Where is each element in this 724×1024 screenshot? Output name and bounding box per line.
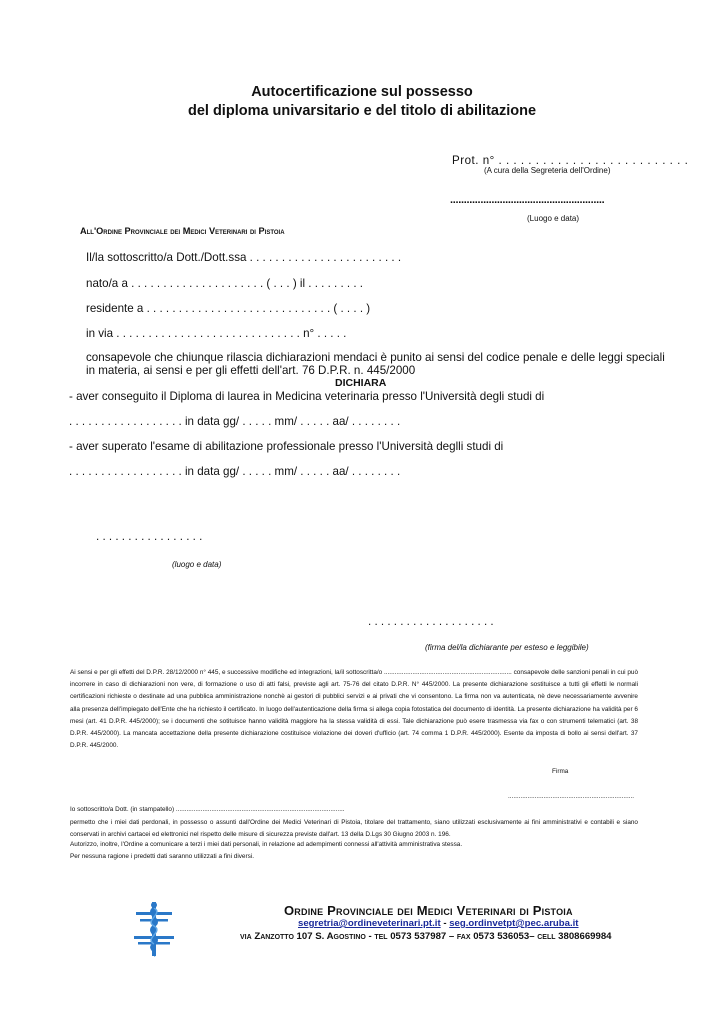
footer-org-name: Ordine Provinciale dei Medici Veterinari di Pistoia — [284, 903, 573, 918]
footer-email-separator: - — [443, 918, 447, 929]
privacy-paragraph: permetto che i miei dati perdonali, in possesso o assunti dall'Ordine dei Medici Veterinari di Pistoia, titolare del trattamento, siano utilizzati esclusivamente ai fini amministrativi e contabili e siano conservati in archivi cartacei ed elettronici nel rispetto delle misure di sicurezza previste dall'art. 13 della D.Lgs 30 Giugno 2003 n. 196. — [70, 819, 638, 839]
place-date-label: (Luogo e data) — [527, 214, 580, 223]
legal-paragraph: Ai sensi e per gli effetti del D.P.R. 28/12/2000 n° 445, e successive modifiche ed integrazioni, la/il sottoscritta/o ........................................................................ consapevole delle sanzioni penali in cui può incorrere in caso di dichiarazioni non vere, di formazione o uso di atti falsi, previste agli art. 75-76 del citato D.P.R. N° 445/2000. La presente dichiarazione sostituisce a tutti gli effetti le normali certificazioni richieste o destinate ad una pubblica amministrazione nonchè ai gestori di pubblici servizi e ai privati che vi consentono. La firma non va autenticata, nè deve necessariamente avvenire alla presenza dell'impiegato dell'Ente che ha richiesto il certificato. In luogo dell'autenticazione della firma si allega copia fotostatica del documento di identità. La presente dichiarazione ha validità per 6 mesi (art. 41 D.P.R. 445/2000); se i documenti che sotituisce hanno validità maggiore ha la stessa validità di essi. Tale dichiarazione può esere trasmessa via fax o con strumenti telematici (art. 38 D.P.R. 445/2000). La mancata accettazione della presente dichiarazione costituisce violazione dei doveri d'ufficio (art. 74 comma 1 D.P.R. 445/2000). Esente da imposta di bollo ai sensi dell'art. 37 D.P.R. 445/2000. — [70, 669, 638, 750]
document-title-line2: del diploma univarsitario e del titolo di abilitazione — [187, 103, 537, 119]
exam-date-line: . . . . . . . . . . . . . . . . . . in data gg/ . . . . . mm/ . . . . . aa/ . . . . . . . . — [69, 465, 401, 478]
firma-dots: ....................................................................... — [508, 793, 635, 800]
degree-statement: - aver conseguito il Diploma di laurea in Medicina veterinaria presso l'Università degli studi di — [69, 390, 545, 403]
undersigned-field: Il/la sottoscritto/a Dott./Dott.ssa . . . . . . . . . . . . . . . . . . . . . . . . — [86, 251, 402, 264]
exam-statement: - aver superato l'esame di abilitazione professionale presso l'Università deglli studi di — [69, 440, 504, 453]
footer-address: via Zanzotto 107 S. Agostino - tel 0573 537987 – fax 0573 536053– cell 3808669984 — [240, 931, 612, 942]
place-sign-label: (luogo e data) — [172, 560, 222, 569]
recipient: All'Ordine Provinciale dei Medici Veterinari di Pistoia — [80, 226, 285, 236]
residence-field: residente a . . . . . . . . . . . . . . . . . . . . . . . . . . . . . ( . . . . ) — [86, 302, 371, 315]
firma-label: Firma — [552, 768, 569, 775]
prot-note: (A cura della Segreteria dell'Ordine) — [484, 166, 611, 175]
privacy-name-line: Io sottoscritto/a Dott. (in stampatello) ............................................................................................... — [70, 806, 345, 813]
place-date-dots: ........................................................ — [450, 194, 605, 206]
footer-pec-link[interactable]: seg.ordinvetpt@pec.aruba.it — [449, 918, 579, 929]
footer-emails — [298, 918, 579, 929]
awareness-line2: in materia, ai sensi e per gli effetti dell'art. 76 D.P.R. n. 445/2000 — [86, 364, 416, 377]
street-field: in via . . . . . . . . . . . . . . . . . . . . . . . . . . . . . n° . . . . . — [86, 327, 347, 340]
document-title-line1: Autocertificazione sul possesso — [251, 84, 473, 100]
privacy-authorization: Autorizzo, inoltre, l'Ordine a comunicare a terzi i miei dati personali, in relazione ad adempimenti connessi all'attività amministrativa stessa. — [70, 841, 463, 848]
degree-date-line: . . . . . . . . . . . . . . . . . . in data gg/ . . . . . mm/ . . . . . aa/ . . . . . . . . — [69, 415, 401, 428]
footer-email-link[interactable]: segretria@ordineveterinari.pt.it — [298, 918, 441, 929]
birth-field: nato/a a . . . . . . . . . . . . . . . . . . . . . ( . . . ) il . . . . . . . . . — [86, 277, 364, 290]
signature-label: (firma del/la dichiarante per esteso e leggibile) — [425, 643, 589, 652]
declares-heading: DICHIARA — [335, 377, 387, 389]
caduceus-logo-icon — [128, 900, 180, 958]
awareness-line1: consapevole che chiunque rilascia dichiarazioni mendaci è punito ai sensi del codice penale e delle leggi speciali — [86, 351, 665, 364]
prot-field: Prot. n° . . . . . . . . . . . . . . . . . . . . . . . . . . — [452, 154, 689, 167]
place-sign-dots: . . . . . . . . . . . . . . . . . — [96, 530, 203, 543]
privacy-limitation: Per nessuna ragione i predetti dati saranno utilizzati a fini diversi. — [70, 853, 255, 860]
signature-dots: . . . . . . . . . . . . . . . . . . . . — [368, 615, 494, 628]
